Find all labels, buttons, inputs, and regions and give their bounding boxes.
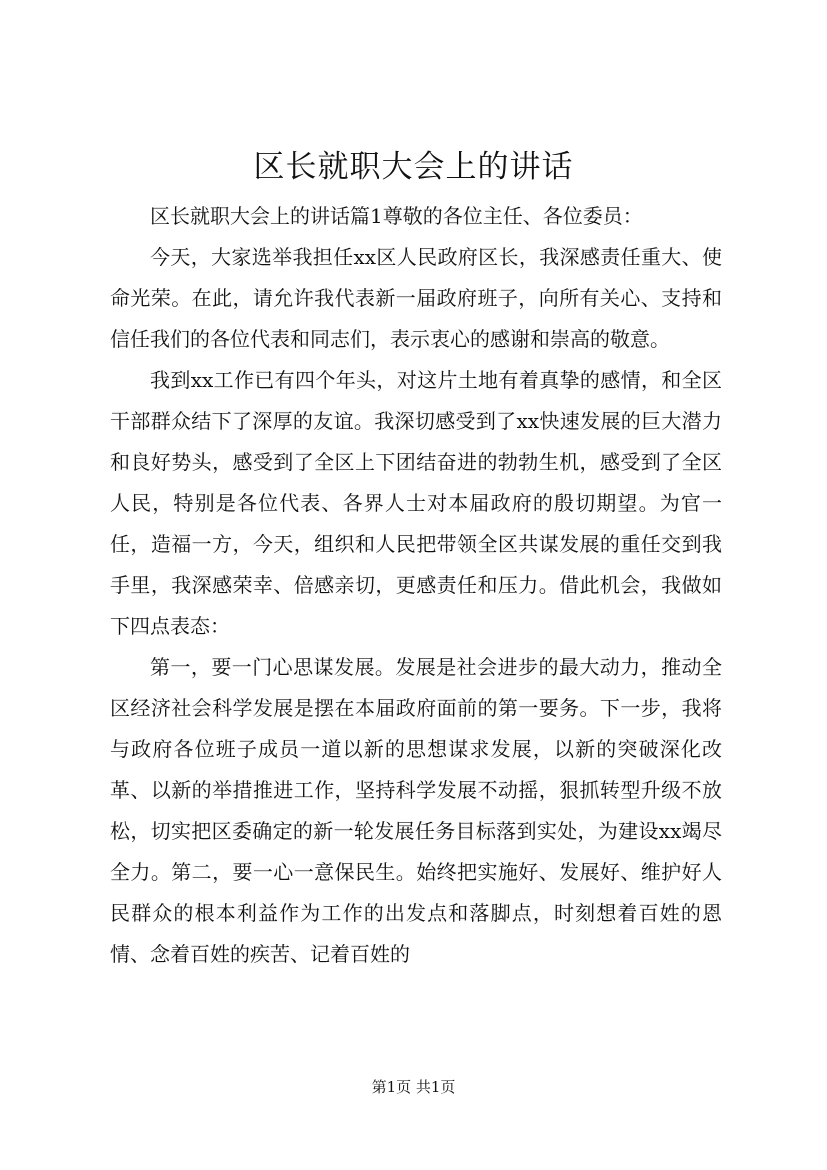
document-title: 区长就职大会上的讲话 [253, 149, 574, 185]
paragraph-1: 区长就职大会上的讲话篇1尊敬的各位主任、各位委员： [150, 204, 643, 228]
paragraph-4: 第一，要一门心思谋发展。发展是社会进步的最大动力，推动全区经济社会科学发展是摆在本届政府面前的第一要务。下一步，我将与政府各位班子成员一道以新的思想谋求发展，以新的突破深化改革、以新的举措推进工作，坚持科学发展不动摇，狠抓转型升级不放松，切实把区委确定的新一轮发展任务目标落到实处，为建设xx竭尽全力。第二，要一心一意保民生。始终把实施好、发展好、维护好人民群众的根本利益作为工作的出发点和落脚点，时刻想着百姓的恩情、念着百姓的疾苦、记着百姓的 [110, 655, 722, 966]
paragraph-3: 我到xx工作已有四个年头，对这片土地有着真挚的感情，和全区干部群众结下了深厚的友谊。我深切感受到了xx快速发展的巨大潜力和良好势头，感受到了全区上下团结奋进的勃勃生机，感受到了全区人民，特别是各位代表、各界人士对本届政府的殷切期望。为官一任，造福一方，今天，组织和人民把带领全区共谋发展的重任交到我手里，我深感荣幸、倍感亲切，更感责任和压力。借此机会，我做如下四点表态： [110, 368, 722, 638]
paragraph-2: 今天，大家选举我担任xx区人民政府区长，我深感责任重大、使命光荣。在此，请允许我代表新一届政府班子，向所有关心、支持和信任我们的各位代表和同志们，表示衷心的感谢和崇高的敬意。 [110, 245, 722, 351]
page-footer: 第1页 共1页 [371, 1078, 456, 1096]
document-body [110, 196, 722, 975]
